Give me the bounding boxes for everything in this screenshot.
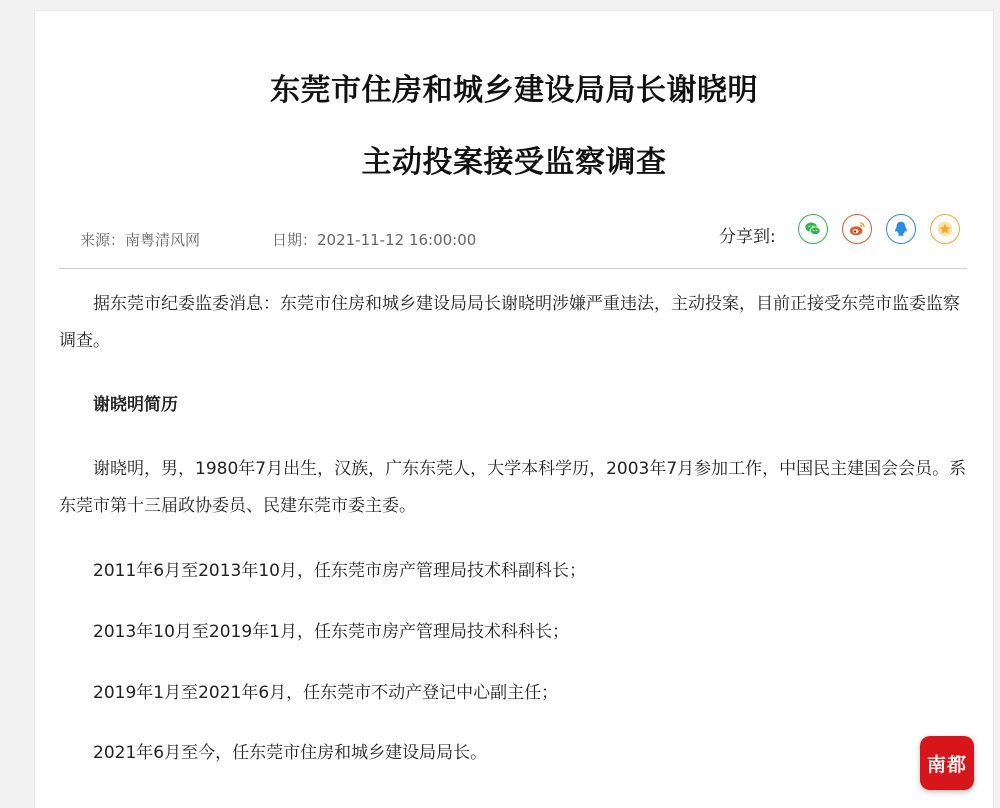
article-page (34, 10, 994, 808)
article-source: 来源：南粤清风网 (80, 231, 201, 249)
share-weibo-button[interactable] (842, 214, 872, 244)
share-wechat-button[interactable] (798, 214, 828, 244)
body-paragraph-intro: 据东莞市纪委监委消息：东莞市住房和城乡建设局局长谢晓明涉嫌严重违法，主动投案，目前正接受东莞市监委监察调查。 (59, 294, 960, 351)
qq-icon (892, 220, 910, 238)
share-favorite-button[interactable] (930, 214, 960, 244)
article-title-line1: 东莞市住房和城乡建设局局长谢晓明 (270, 73, 758, 108)
article-date: 日期：2021-11-12 16:00:00 (272, 231, 477, 249)
nandu-badge-button[interactable]: 南都 (920, 736, 974, 790)
share-label: 分享到: (719, 227, 776, 247)
share-qq-button[interactable] (886, 214, 916, 244)
body-paragraph-bio: 谢晓明，男，1980年7月出生，汉族，广东东莞人，大学本科学历，2003年7月参加工作，中国民主建国会会员。系东莞市第十三届政协委员、民建东莞市委主委。 (59, 459, 967, 516)
career-item-4: 2021年6月至今，任东莞市住房和城乡建设局局长。 (93, 743, 488, 763)
bio-heading: 谢晓明简历 (93, 395, 178, 415)
article-title-line2: 主动投案接受监察调查 (361, 145, 667, 180)
star-icon (936, 220, 954, 238)
career-item-2: 2013年10月至2019年1月，任东莞市房产管理局技术科科长； (93, 622, 569, 642)
divider (59, 268, 967, 269)
career-item-3: 2019年1月至2021年6月，任东莞市不动产登记中心副主任； (93, 683, 559, 703)
career-item-1: 2011年6月至2013年10月，任东莞市房产管理局技术科副科长； (93, 561, 586, 581)
wechat-icon (804, 220, 822, 238)
weibo-icon (848, 220, 866, 238)
